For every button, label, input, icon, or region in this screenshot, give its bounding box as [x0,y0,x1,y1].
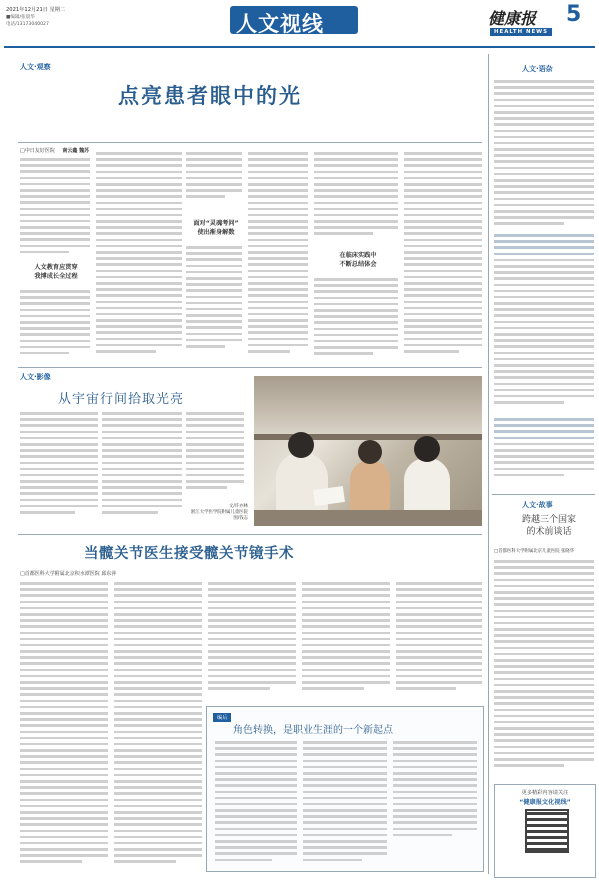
issue-date: 2021年12月21日 星期二 [6,7,66,13]
bottom-col-2-text [114,582,202,872]
divider-1 [18,367,482,368]
section-title-block [230,2,358,38]
photo-credit-org: 浙江大学医学院附属儿童医院 [190,510,248,515]
divider-2 [18,534,482,535]
editor-note-box [206,706,484,872]
photo-wall [254,376,482,434]
right-byline: □首都医科大学附属北京儿童医院 张晓华 [494,549,575,554]
main-byline-org: □中日友好医院 [20,148,55,154]
editor-phone: 电话/13173040027 [6,22,49,27]
qr-code-icon [525,809,569,853]
bottom-col-3-text [208,582,296,698]
main-col-1-text-b [20,290,90,362]
bottom-headline: 当髋关节医生接受髋关节镜手术 [84,546,294,562]
editor-note-col-3 [393,741,477,863]
photo-col-3-text [186,412,244,496]
editor-note-col-2 [303,741,387,863]
photo-book [313,486,345,506]
photo-child-2-head [358,440,382,464]
photo-col-1-text [20,412,98,522]
paper-name: 健康报 [488,9,537,28]
right-col-text-a [494,80,594,230]
main-headline: 点亮患者眼中的光 [118,84,302,108]
photo-credits [186,504,248,522]
photo-headline: 从宇宙行间拾取光亮 [58,392,185,407]
main-col-5-text-b [314,278,398,362]
editor-note-col-1 [215,741,297,863]
main-col-6-text [404,152,482,362]
editor-credit: ■编辑/张晨华 [6,15,35,20]
right-divider [492,494,595,495]
photo-child-2 [350,460,390,512]
photo-section-tag: 人文·影像 [20,373,51,381]
page-number: 5 [566,2,582,27]
masthead-rule [4,46,595,48]
right-headline: 跨越三个国家 的术前谈话 [521,515,576,537]
photo-col-2-text [102,412,182,522]
paper-english: HEALTH NEWS [494,28,548,35]
right-section-tag-2: 人文·故事 [522,501,553,509]
main-byline [20,147,89,154]
right-column-rule [488,54,489,874]
main-col-4-text [248,152,308,362]
photo-child-3 [404,458,450,514]
right-col-text-d [494,560,594,774]
footer-ad-line-2: “健康报文化视线” [519,799,571,806]
editor-note-label: 编后 [213,713,231,722]
main-section-tag: 人文·观察 [20,63,51,71]
section-title: 人文视线 [236,11,324,36]
main-subhead-2: 面对“灵魂考问” 使出渐身解数 [193,220,239,236]
right-section-tag: 人文·语杂 [522,65,553,73]
photo-credit-author: 文/许亦林 [228,504,248,509]
reading-children-photo [254,376,482,526]
right-col-text-b [494,234,594,414]
main-headline-rule [18,142,482,143]
bottom-col-5-text [396,582,482,698]
main-col-2-text [96,152,182,362]
main-col-3-text-a [186,152,242,204]
editor-note-headline: 角色转换，是职业生涯的一个新起点 [233,725,393,736]
bottom-byline: □首都医科大学附属北京积水潭医院 邱东萍 [20,571,117,577]
right-col-text-c [494,418,594,484]
main-col-3-text-b [186,246,242,362]
photo-child-1-head [288,432,314,458]
photo-credit-photographer: 图/钱志 [233,516,248,521]
main-byline-authors: 南云鑫 魏苏 [62,148,90,154]
main-col-5-text-a [314,152,398,236]
footer-ad-line-1: 更多精彩内容请关注 [521,790,569,796]
footer-ad [494,784,596,878]
main-subhead-3: 在临床实践中 不断总结体会 [339,252,377,268]
photo-child-3-head [414,436,440,462]
bottom-col-4-text [302,582,390,698]
main-subhead-1: 人文教育应贯穿 我博成长全过程 [34,264,78,280]
main-col-1-text [20,158,90,260]
bottom-col-1-text [20,582,108,872]
photo-floor [254,510,482,526]
masthead [0,0,599,48]
